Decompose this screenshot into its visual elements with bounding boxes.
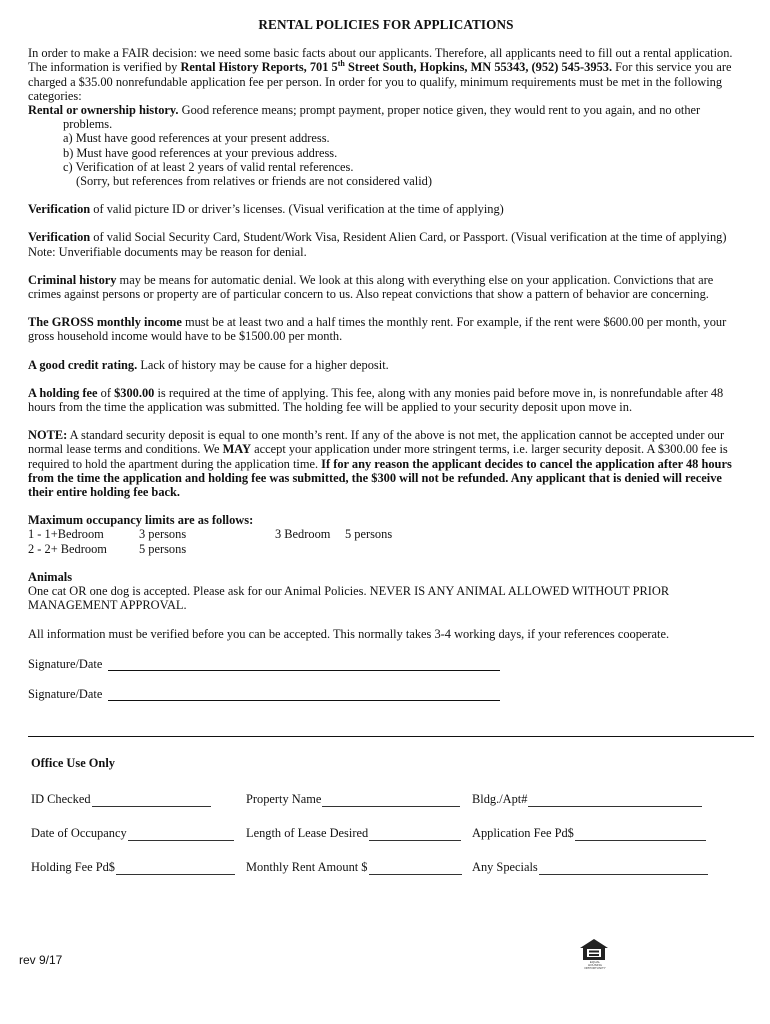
id-checked-field[interactable]: ID Checked [31,792,246,807]
intro-fee-text: For this service you are charged a $35.00 nonrefundable application fee per person. In order for you to qualify, minimum requirements must be met in the following categories: [28,60,732,103]
note-paragraph: NOTE: A standard security deposit is equal to one month’s rent. If any of the above is not met, the application cannot be accepted under our normal lease terms and conditions. We MAY accept your application under more stringent terms, i.e. larger security deposit. A $300.00 fee is required to hold the apartment during the application time. If for any reason the applicant decides to cancel the application after 48 hours from the time the application and holding fee was submitted, the $300 will not be refunded. Any applicant that is denied will receive their entire holding fee back. [28,428,732,500]
office-row [31,861,731,875]
property-name-field[interactable]: Property Name [246,792,472,807]
office-use-title: Office Use Only [31,756,115,770]
holding-fee-paragraph: A holding fee of $300.00 is required at the time of applying. This fee, along with any monies paid before move in, is nonrefundable after 48 hours from the time the application was submitted. The holding fee will be applied to your security deposit upon move in. [28,385,724,415]
holding-fee-field[interactable]: Holding Fee Pd$ [31,860,246,875]
occupancy-heading: Maximum occupancy limits are as follows: [28,513,254,528]
company-name: Rental History Reports, 701 5th Street South, Hopkins, MN 55343, (952) 545-3953. [180,59,613,75]
intro-paragraph [28,46,744,188]
intro-text: In order to make a FAIR decision: we need some basic facts about our applicants. Therefore, all applicants need to fill out a rental application. The information is verified by [28,46,733,75]
criminal-history-paragraph: Criminal history may be means for automatic denial. We look at this along with everything else on your application. Convictions that are crimes against persons or property are of particular concern to us. Also repeat convictions that show a pattern of behavior are concerning. [28,272,714,302]
office-row [31,793,731,807]
signature-label: Signature/Date [28,656,103,671]
signature-field[interactable] [108,689,500,701]
rental-history-item: b) Must have good references at your previous address. [63,145,338,160]
rental-history-cont: problems. [63,117,113,132]
verification-time-note: All information must be verified before you can be accepted. This normally takes 3-4 working days, if your references cooperate. [28,626,670,641]
signature-line[interactable] [28,655,744,671]
occupancy-row: 2 - 2+ Bedroom 5 persons [28,541,187,556]
revision-label: rev 9/17 [19,953,63,967]
verification-id-paragraph: Verification of valid picture ID or driver’s licenses. (Visual verification at the time of applying) [28,202,504,217]
bldg-apt-field[interactable]: Bldg./Apt# [472,792,712,807]
verification-ssn-paragraph: Verification of valid Social Security Card, Student/Work Visa, Resident Alien Card, or Passport. (Visual verification at the time of applying) Note: Unverifiable documents may be reason for denial. [28,230,744,258]
occupancy-row: 1 - 1+Bedroom 3 persons 3 Bedroom 5 persons [28,527,393,542]
date-of-occupancy-field[interactable]: Date of Occupancy [31,826,246,841]
page-title: RENTAL POLICIES FOR APPLICATIONS [258,17,514,32]
signature-label: Signature/Date [28,686,103,701]
rental-history-label: Rental or ownership history. [28,103,179,118]
office-use-section [31,756,731,895]
animals-heading: Animals [28,569,73,584]
verification-note: Note: Unverifiable documents may be reason for denial. [28,244,307,259]
any-specials-field[interactable]: Any Specials [472,860,712,875]
equal-housing-icon [579,938,609,962]
income-paragraph: The GROSS monthly income must be at least two and a half times the monthly rent. For example, if the rent were $600.00 per month, your gross household income would have to be $1500.00 per month. [28,315,727,344]
animals-section [28,570,744,613]
lease-length-field[interactable]: Length of Lease Desired [246,826,472,841]
monthly-rent-field[interactable]: Monthly Rent Amount $ [246,860,472,875]
rental-history-item: a) Must have good references at your present address. [63,131,330,146]
rental-history-section: Rental or ownership history. Good reference means; prompt payment, proper notice given, they would rent to you again, and no other problems. a) Must have good references at your present address. b) Must have good references at your previous address. c) Verification of at least 2 years of valid rental references. (Sorry, but references from relatives or friends are not considered valid) [28,103,744,188]
application-fee-field[interactable]: Application Fee Pd$ [472,826,712,841]
equal-housing-text: EQUAL HOUSING OPPORTUNITY [584,960,606,970]
section-divider [28,736,754,737]
signature-line[interactable] [28,685,744,701]
rental-history-note: (Sorry, but references from relatives or friends are not considered valid) [76,174,432,189]
credit-paragraph: A good credit rating. Lack of history may be cause for a higher deposit. [28,357,389,372]
animals-text: One cat OR one dog is accepted. Please ask for our Animal Policies. NEVER IS ANY ANIMAL ALLOWED WITHOUT PRIOR MANAGEMENT APPROVAL. [28,584,670,613]
signature-field[interactable] [108,659,500,671]
office-row [31,827,731,841]
policy-document [28,18,744,715]
rental-history-item: c) Verification of at least 2 years of valid rental references. [63,159,354,174]
occupancy-section [28,513,744,556]
